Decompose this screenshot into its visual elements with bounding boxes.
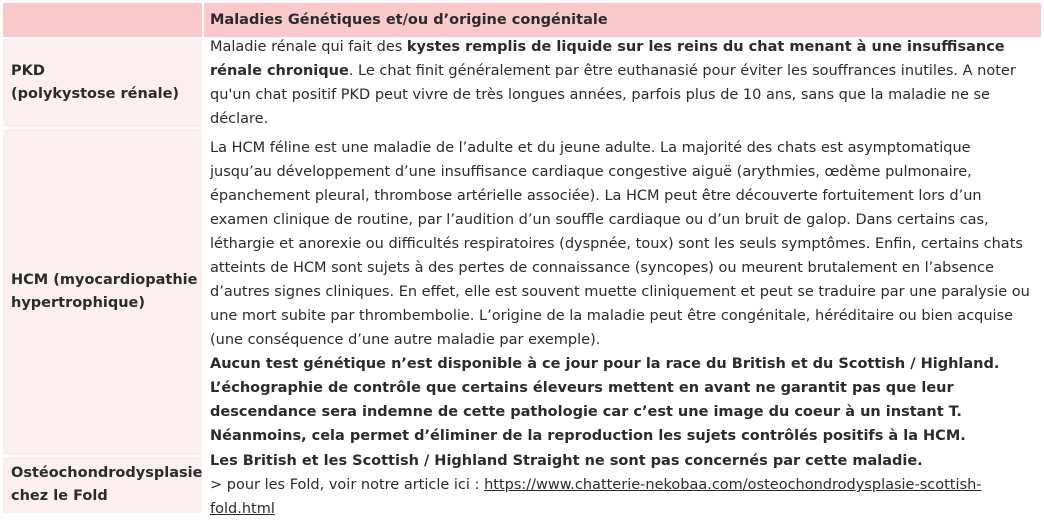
table-row-hcm [3,129,1041,455]
hcm-description: La HCM féline est une maladie de l’adulte et du jeune adulte. La majorité des chats est asymptomatique jusqu’au développement d’une insuffisance cardiaque congestive aiguë (arythmies, œdème pulmonaire, épanchement pleural, thrombose artérielle associée). La HCM peut être découverte fortuitement lors d’un examen clinique de routine, par l’audition d’un souffle cardiaque ou d’un bruit de galop. Dans certains cas, léthargie et anorexie ou difficultés respiratoires (dyspnée, toux) sont les seuls symptômes. Enfin, certains chats atteints de HCM sont sujets à des pertes de connaissance (syncopes) ou meurent brutalement en l’absence d’autres signes cliniques. En effet, elle est souvent muette cliniquement et peut se traduire par une paralysie ou une mort subite par thrombembolie. L’origine de la maladie peut être congénitale, héréditaire ou bien acquise (une conséquence d’une autre maladie par exemple). [210,140,1030,348]
row-label-cell [3,39,202,127]
fold-bold-note: Les British et les Scottish / Highland Straight ne sont pas concernés par cette maladie. [210,453,923,469]
row-label-line1: PKD [11,63,45,79]
table-title: Maladies Génétiques et/ou d’origine congénitale [210,12,608,28]
row-label-line2: (polykystose rénale) [11,86,180,102]
pkd-text-bold: kystes remplis de liquide sur les reins du chat menant à une insuffisance rénale chronique [210,39,1005,79]
hcm-bold-note-1: Aucun test génétique n’est disponible à ce jour pour la race du British et du Scottish / Highland. [210,356,1000,372]
header-empty-cell [3,3,202,37]
fold-article-link[interactable]: https://www.chatterie-nekobaa.com/osteochondrodysplasie-scottish-fold.html [210,477,982,517]
row-label-cell [3,129,202,455]
row-description-cell [202,129,1041,455]
row-description-cell [202,39,1041,127]
pkd-text-2: . Le chat finit généralement par être euthanasié pour éviter les souffrances inutiles. A noter qu'un chat positif PKD peut vivre de très longues années, parfois plus de 10 ans, sans que la maladie ne se déclare. [210,63,1016,127]
disease-table [3,3,1041,517]
fold-article-line [210,473,1037,521]
row-label-line1: Ostéochondrodysplasie [11,465,203,481]
table-row-pkd [3,39,1041,127]
header-title-cell [202,3,1041,37]
table-header-row [3,3,1041,37]
table-row-fold [3,453,1041,517]
hcm-bold-note-2: L’échographie de contrôle que certains éleveurs mettent en avant ne garantit pas que leur descendance sera indemne de cette pathologie car c’est une image du coeur à un instant T. Néanmoins, cela permet d’éliminer de la reproduction les sujets contrôlés positifs à la HCM. [210,380,966,444]
pkd-description [210,35,1037,131]
row-label-line2: hypertrophique) [11,295,146,311]
row-label-cell [3,457,202,513]
row-label-line2: chez le Fold [11,488,108,504]
pkd-text-1: Maladie rénale qui fait des [210,39,407,55]
row-label-line1: HCM (myocardiopathie [11,272,198,288]
fold-article-prefix: > pour les Fold, voir notre article ici : [210,477,485,493]
row-description-cell [202,453,1041,517]
